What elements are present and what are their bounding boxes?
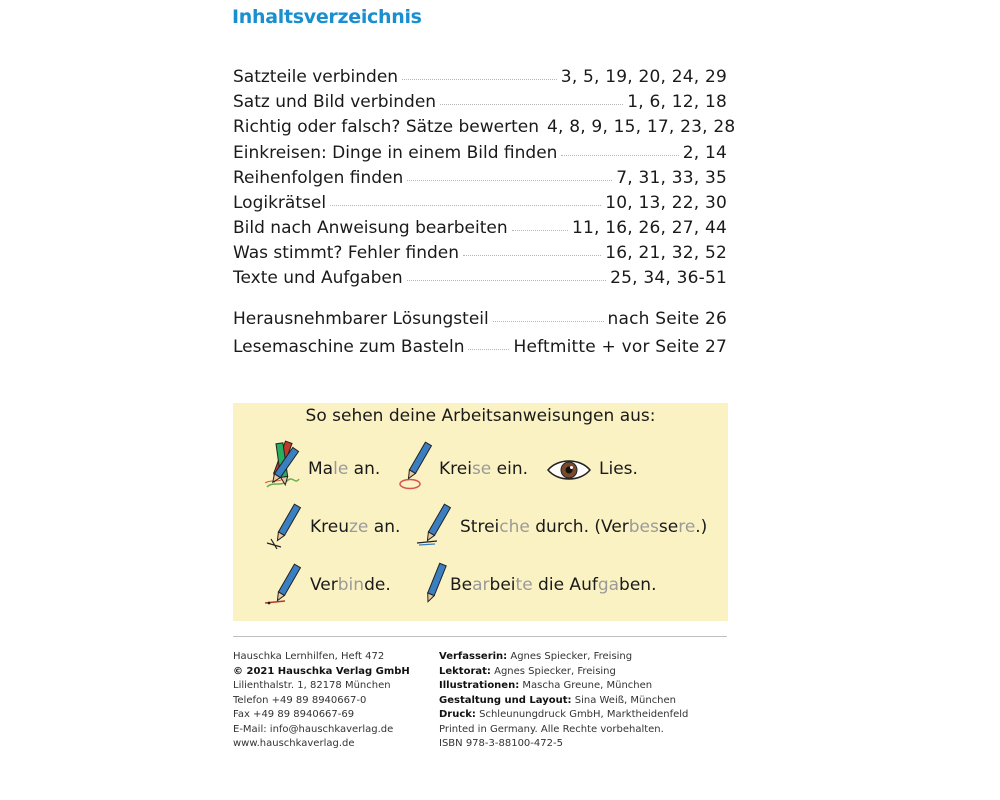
imprint-line: Lektorat: Agnes Spiecker, Freising [439,665,616,677]
instruction-male: Male an. [308,459,381,479]
toc-leader [512,230,568,231]
toc-leader [402,79,557,80]
imprint-line: Gestaltung und Layout: Sina Weiß, München [439,694,677,706]
instruction-kreuze: Kreuze an. [310,517,401,537]
imprint-credits [439,650,688,752]
toc-leader [407,180,612,181]
toc-label: Herausnehmbarer Lösungsteil [233,309,489,329]
toc-leader [561,155,678,156]
toc-row[interactable] [233,92,727,116]
imprint-line: Telefon +49 89 8940667-0 [233,694,367,706]
toc-label: Texte und Aufgaben [233,268,403,288]
toc-pages: 25, 34, 36-51 [610,268,727,288]
toc-row[interactable] [233,309,727,333]
imprint-email[interactable]: E-Mail: info@hauschkaverlag.de [233,723,394,735]
toc-label: Logikrätsel [233,193,327,213]
imprint-isbn: ISBN 978-3-88100-472-5 [439,738,563,749]
toc-row[interactable] [233,117,736,141]
toc-leader [330,205,601,206]
instructions-heading: So sehen deine Arbeitsanweisungen aus: [305,406,656,426]
pencil-connect-icon [263,561,303,611]
toc-pages: 10, 13, 22, 30 [605,193,727,213]
toc-label: Reihenfolgen finden [233,168,404,188]
pencil-icon [415,561,451,609]
toc-pages: 4, 8, 9, 15, 17, 23, 28 [546,117,736,137]
colored-pencils-icon [261,437,303,493]
imprint-line: © 2021 Hauschka Verlag GmbH [233,665,410,677]
imprint-line: Verfasserin: Agnes Spiecker, Freising [439,651,633,662]
toc-pages: 3, 5, 19, 20, 24, 29 [560,67,727,87]
toc-pages: 11, 16, 26, 27, 44 [572,218,727,238]
toc-label: Richtig oder falsch? Sätze bewerten [233,117,539,137]
pencil-circle-icon [396,439,436,491]
toc-pages: 1, 6, 12, 18 [627,92,727,112]
instruction-bearbeite: Bearbeite die Aufgaben. [450,575,657,595]
toc-row[interactable] [233,268,727,292]
instructions-box [233,403,728,621]
imprint-line: Printed in Germany. Alle Rechte vorbehalten. [439,723,664,735]
instruction-kreise: Kreise ein. [439,459,529,479]
footer-divider [233,636,727,637]
toc-row[interactable] [233,337,727,361]
toc-leader [468,349,509,350]
instruction-streiche: Streiche durch. (Verbessere.) [460,517,708,537]
toc-leader [407,280,606,281]
imprint-line: Fax +49 89 8940667-69 [233,709,355,720]
imprint-line: Lilienthalstr. 1, 82178 München [233,680,391,691]
toc-label: Satz und Bild verbinden [233,92,437,112]
page-title: Inhaltsverzeichnis [232,6,422,28]
imprint-line: Hauschka Lernhilfen, Heft 472 [233,651,385,662]
toc-pages: 2, 14 [682,143,727,163]
instruction-lies: Lies. [599,459,638,479]
toc-label: Was stimmt? Fehler finden [233,243,460,263]
toc-label: Satzteile verbinden [233,67,399,87]
imprint-line: Druck: Schleunungdruck GmbH, Marktheidenfeld [439,709,689,720]
toc-pages: 7, 31, 33, 35 [616,168,727,188]
eye-icon [546,457,592,483]
toc-pages: 16, 21, 32, 52 [605,243,727,263]
toc-row[interactable] [233,218,727,242]
toc-pages: Heftmitte + vor Seite 27 [513,337,727,357]
toc-row[interactable] [233,168,727,192]
toc-row[interactable] [233,143,727,167]
imprint-publisher [233,650,410,752]
toc-row[interactable] [233,67,727,91]
toc-leader [493,321,604,322]
toc-pages: nach Seite 26 [607,309,727,329]
toc-leader [463,255,601,256]
imprint-line: Illustrationen: Mascha Greune, München [439,680,653,691]
imprint-website[interactable]: www.hauschkaverlag.de [233,738,355,749]
toc-row[interactable] [233,243,727,267]
pencil-strike-icon [413,501,453,551]
toc-row[interactable] [233,193,727,217]
toc-leader [440,104,623,105]
toc-label: Lesemaschine zum Basteln [233,337,465,357]
instruction-verbinde: Verbinde. [310,575,391,595]
toc-label: Bild nach Anweisung bearbeiten [233,218,508,238]
pencil-cross-icon [263,501,303,551]
toc-label: Einkreisen: Dinge in einem Bild finden [233,143,558,163]
